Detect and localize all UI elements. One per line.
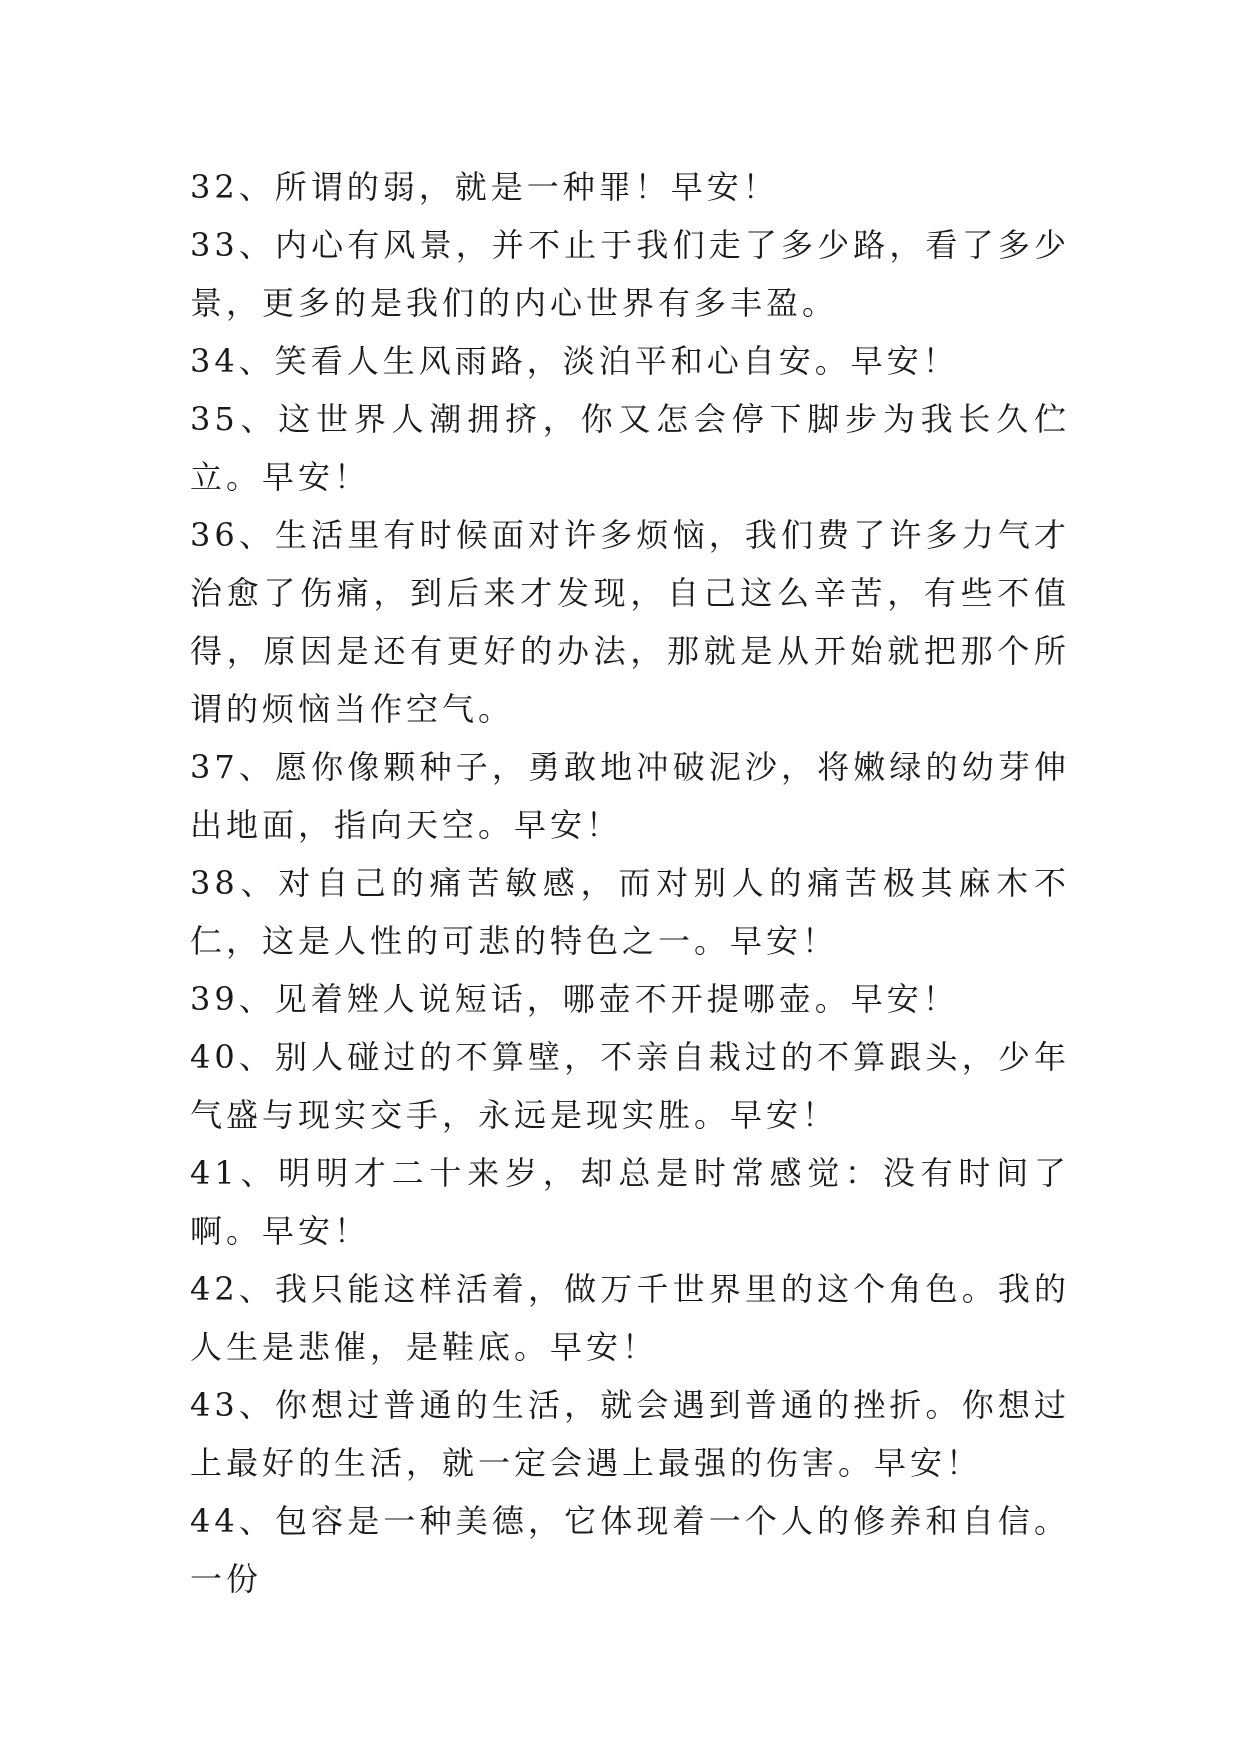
- paragraph-34: 34、笑看人生风雨路，淡泊平和心自安。早安！: [190, 342, 959, 380]
- paragraph-43: 43、你想过普通的生活，就会遇到普通的挫折。你想过上最好的生活，就一定会遇上最强的伤害。早安！: [190, 1386, 1070, 1482]
- paragraph-36: 36、生活里有时候面对许多烦恼，我们费了许多力气才治愈了伤痛，到后来才发现，自己这么辛苦，有些不值得，原因是还有更好的办法，那就是从开始就把那个所谓的烦恼当作空气。: [190, 516, 1070, 728]
- document-body: [190, 158, 1070, 1608]
- paragraph-44: 44、包容是一种美德，它体现着一个人的修养和自信。一份: [190, 1502, 1070, 1598]
- paragraph-35: 35、这世界人潮拥挤，你又怎会停下脚步为我长久伫立。早安！: [190, 400, 1070, 496]
- paragraph-42: 42、我只能这样活着，做万千世界里的这个角色。我的人生是悲催，是鞋底。早安！: [190, 1270, 1070, 1366]
- paragraph-38: 38、对自己的痛苦敏感，而对别人的痛苦极其麻木不仁，这是人性的可悲的特色之一。早安！: [190, 864, 1070, 960]
- paragraph-33: 33、内心有风景，并不止于我们走了多少路，看了多少景，更多的是我们的内心世界有多丰盈。: [190, 226, 1070, 322]
- paragraph-39: 39、见着矬人说短话，哪壶不开提哪壶。早安！: [190, 980, 959, 1018]
- paragraph-40: 40、别人碰过的不算壁，不亲自栽过的不算跟头，少年气盛与现实交手，永远是现实胜。早安！: [190, 1038, 1070, 1134]
- paragraph-37: 37、愿你像颗种子，勇敢地冲破泥沙，将嫩绿的幼芽伸出地面，指向天空。早安！: [190, 748, 1070, 844]
- paragraph-32: 32、所谓的弱，就是一种罪！早安！: [190, 168, 779, 206]
- paragraph-41: 41、明明才二十来岁，却总是时常感觉：没有时间了啊。早安！: [190, 1154, 1070, 1250]
